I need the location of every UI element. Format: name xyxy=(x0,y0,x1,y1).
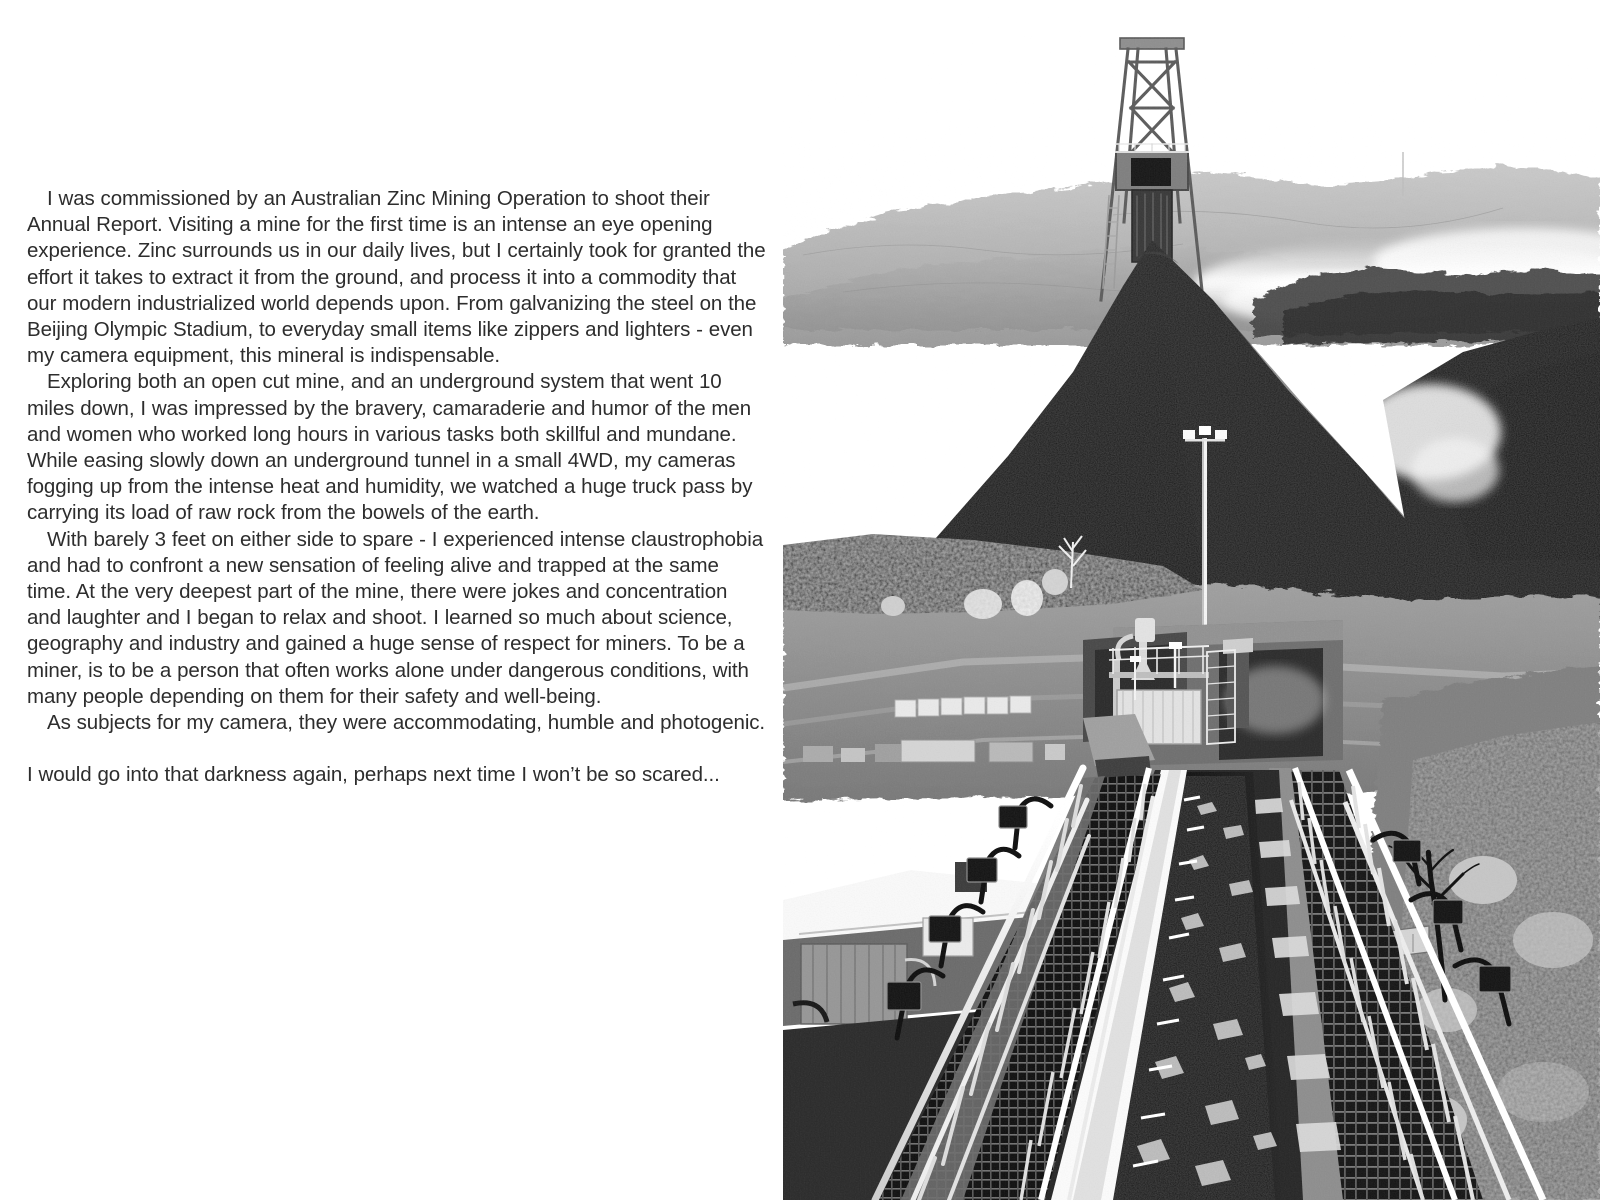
film-grain xyxy=(783,0,1600,1200)
essay-paragraph-1: I was commissioned by an Australian Zinc Mining Operation to shoot their Annual Report. Visiting a mine for the first time is an intense an eye opening experience. Zinc surrounds us in our daily lives, but I certainly took for granted the effort it takes to extract it from the ground, and process it into a commodity that our modern industrialized world depends upon. From galvanizing the steel on the Beijing Olympic Stadium, to everyday small items like zippers and lighters - even my camera equipment, this mineral is indispensable. xyxy=(27,187,766,368)
photograph-canvas xyxy=(783,0,1600,1200)
text-page xyxy=(0,0,783,1200)
essay-paragraph-3: With barely 3 feet on either side to spare - I experienced intense claustrophobia and had to confront a new sensation of feeling alive and trapped at the same time. At the very deepest part of the mine, there were jokes and concentration and laughter and I began to relax and shoot. I learned so much about science, geography and industry and gained a huge sense of respect for miners. To be a miner, is to be a person that often works alone under dangerous conditions, with many people depending on them for their safety and well-being. xyxy=(27,527,763,708)
essay-body xyxy=(27,186,767,789)
essay-paragraph-5: I would go into that darkness again, perhaps next time I won’t be so scared... xyxy=(27,763,720,787)
essay-paragraph-2: Exploring both an open cut mine, and an underground system that went 10 miles down, I was impressed by the bravery, camaraderie and humor of the men and women who worked long hours in various tasks both skillful and mundane. While easing slowly down an underground tunnel in a small 4WD, my cameras fogging up from the intense heat and humidity, we watched a huge truck pass by carrying its load of raw rock from the bowels of the earth. xyxy=(27,370,753,525)
mine-photograph xyxy=(783,0,1600,1200)
essay-paragraph-4: As subjects for my camera, they were accommodating, humble and photogenic. xyxy=(47,711,766,735)
